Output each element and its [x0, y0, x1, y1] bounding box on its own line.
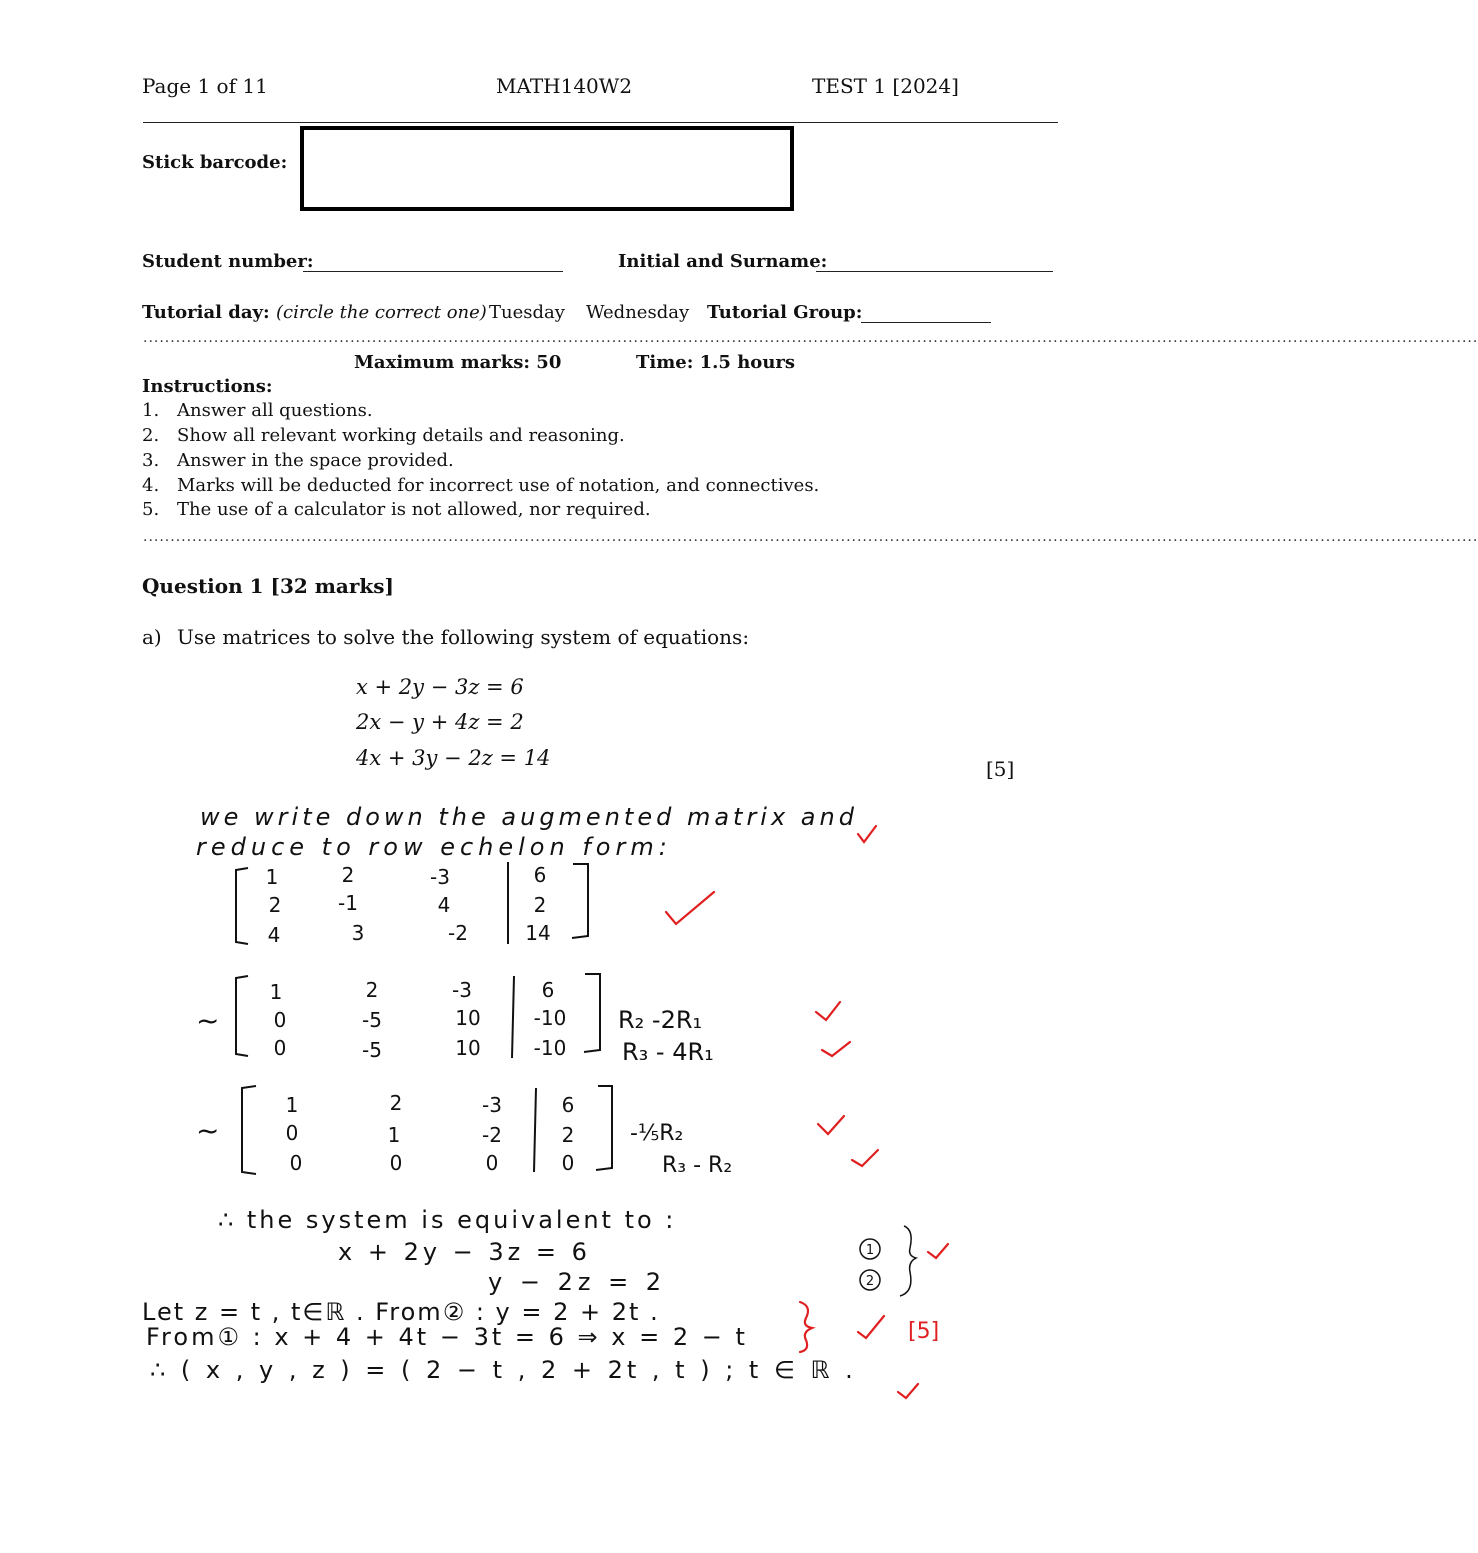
- system-eq1: x + 2y − 3z = 6: [338, 1238, 591, 1266]
- part-label: a): [142, 625, 162, 649]
- solution-lines: [142, 1298, 857, 1384]
- row-op: R₂ -2R₁: [618, 1006, 703, 1034]
- tutorial-day-label: Tutorial day:: [142, 302, 270, 323]
- page-number: Page 1 of 11: [142, 74, 268, 98]
- tick-mark: [852, 1150, 878, 1166]
- row-op: -⅕R₂: [630, 1121, 684, 1146]
- time-allowed: Time: 1.5 hours: [636, 352, 796, 373]
- tick-mark: [858, 1316, 884, 1338]
- m2-entry: 1: [269, 980, 283, 1004]
- instruction-number: 1.: [142, 400, 160, 421]
- m3-entry: 0: [389, 1151, 403, 1175]
- instructions-title: Instructions:: [142, 376, 273, 397]
- m2-entry: -5: [362, 1038, 382, 1062]
- name-label: Initial and Surname:: [618, 251, 828, 272]
- m1-entry: 3: [351, 921, 365, 945]
- m2-entry: 10: [455, 1036, 481, 1060]
- m2-entry: 10: [455, 1006, 481, 1030]
- hw-intro-line2: reduce to row echelon form:: [196, 833, 672, 861]
- dotted-separator: .....................................................................................................................................................................................................................................................: [143, 529, 1478, 545]
- instruction-number: 3.: [142, 450, 160, 471]
- m3-entry: 2: [389, 1091, 403, 1115]
- equation-1: x + 2y − 3z = 6: [356, 675, 524, 699]
- m3-entry: -3: [482, 1093, 502, 1117]
- m2-entry: -10: [533, 1036, 567, 1060]
- student-number-label: Student number:: [142, 251, 314, 272]
- question-marks: [5]: [986, 757, 1015, 781]
- tick-mark: [666, 892, 714, 924]
- dotted-separator: .....................................................................................................................................................................................................................................................: [143, 330, 1478, 346]
- tick-mark: [818, 1116, 844, 1134]
- instruction-item: Marks will be deducted for incorrect use of notation, and connectives.: [177, 475, 820, 496]
- m3-entry: 6: [561, 1093, 575, 1117]
- m1-entry: -1: [338, 891, 358, 915]
- from-line: From① : x + 4 + 4t − 3t = 6 ⇒ x = 2 − t: [146, 1323, 748, 1351]
- tick-mark: [858, 826, 876, 842]
- max-marks: Maximum marks: 50: [354, 352, 562, 373]
- m1-entry: 1: [265, 865, 279, 889]
- tutorial-day-hint: (circle the correct one): [276, 302, 487, 323]
- m1-entry: 4: [437, 893, 451, 917]
- m3-entry: 2: [561, 1123, 575, 1147]
- therefore-line: ∴ the system is equivalent to :: [218, 1206, 677, 1234]
- instruction-item: Answer all questions.: [177, 400, 373, 421]
- day-option-tuesday[interactable]: Tuesday: [489, 302, 565, 323]
- m1-entry: -2: [448, 921, 468, 945]
- m3-entry: 1: [387, 1123, 401, 1147]
- m1-entry: 2: [341, 863, 355, 887]
- instruction-item: The use of a calculator is not allowed, nor required.: [177, 499, 651, 520]
- row-op: R₃ - R₂: [662, 1153, 733, 1178]
- equation-2: 2x − y + 4z = 2: [356, 710, 524, 734]
- tutorial-group-label: Tutorial Group:: [707, 302, 863, 323]
- m2-entry: 2: [365, 978, 379, 1002]
- test-title: TEST 1 [2024]: [812, 74, 959, 98]
- m3-entry: 0: [285, 1121, 299, 1145]
- question-title: Question 1 [32 marks]: [142, 574, 395, 598]
- tick-mark: [928, 1244, 948, 1258]
- m1-entry: 6: [533, 863, 547, 887]
- instruction-number: 4.: [142, 475, 160, 496]
- matrix2-entries: [270, 978, 567, 1062]
- grader-ticks: [666, 826, 948, 1398]
- grader-brace: [800, 1302, 812, 1352]
- m3-entry: 0: [561, 1151, 575, 1175]
- matrix2-ops: [618, 1006, 714, 1066]
- course-code: MATH140W2: [496, 74, 633, 98]
- m3-entry: 0: [485, 1151, 499, 1175]
- m1-entry: 14: [525, 921, 551, 945]
- equation-3: 4x + 3y − 2z = 14: [356, 746, 551, 770]
- tick-mark: [822, 1042, 850, 1056]
- m2-entry: -10: [533, 1006, 567, 1030]
- day-option-wednesday[interactable]: Wednesday: [586, 302, 690, 323]
- m3-entry: 0: [289, 1151, 303, 1175]
- m1-entry: 4: [267, 923, 281, 947]
- instruction-number: 5.: [142, 499, 160, 520]
- m3-entry: -2: [482, 1123, 502, 1147]
- circle-number-1: 1: [865, 1243, 875, 1258]
- part-text: Use matrices to solve the following system of equations:: [177, 625, 750, 649]
- m2-entry: 0: [273, 1008, 287, 1032]
- matrix3-ops: [630, 1121, 732, 1178]
- tilde-2: ~: [196, 1114, 220, 1147]
- tick-mark: [816, 1002, 840, 1020]
- m1-entry: 2: [533, 893, 547, 917]
- instruction-item: Show all relevant working details and reasoning.: [177, 425, 625, 446]
- instruction-number: 2.: [142, 425, 160, 446]
- system-lines: [218, 1206, 676, 1296]
- grader-score: [5]: [908, 1319, 940, 1344]
- tilde-1: ~: [196, 1004, 220, 1037]
- m1-entry: -3: [430, 865, 450, 889]
- final-line: ∴ ( x , y , z ) = ( 2 − t , 2 + 2t , t ) ; t ∈ ℝ .: [150, 1356, 857, 1384]
- m1-entry: 2: [268, 893, 282, 917]
- barcode-label: Stick barcode:: [142, 152, 288, 173]
- matrix3-entries: [286, 1091, 575, 1175]
- m3-entry: 1: [285, 1093, 299, 1117]
- circle-number-2: 2: [865, 1274, 875, 1289]
- row-op: R₃ - 4R₁: [622, 1038, 714, 1066]
- tick-mark: [898, 1384, 918, 1398]
- m2-entry: 0: [273, 1036, 287, 1060]
- m2-entry: 6: [541, 978, 555, 1002]
- instruction-item: Answer in the space provided.: [177, 450, 454, 471]
- let-line: Let z = t , t∈ℝ . From② : y = 2 + 2t .: [142, 1298, 660, 1326]
- hw-intro-line1: we write down the augmented matrix and: [200, 803, 858, 831]
- system-eq2: y − 2z = 2: [488, 1268, 667, 1296]
- circled-numbers: [866, 1243, 874, 1289]
- m2-entry: -5: [362, 1008, 382, 1032]
- m2-entry: -3: [452, 978, 472, 1002]
